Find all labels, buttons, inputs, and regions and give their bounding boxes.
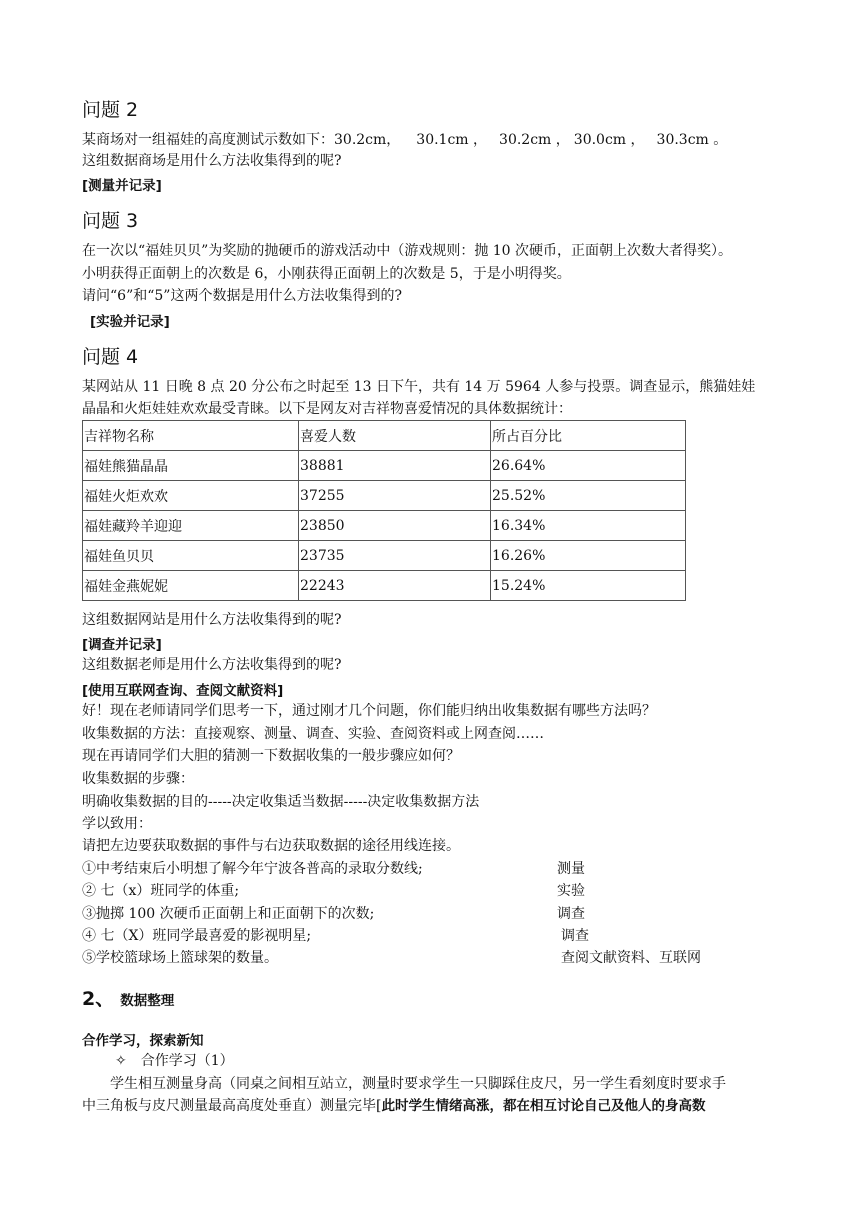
question-2-heading: 问题 2 — [82, 99, 139, 121]
section-2-paragraph-line-1: 学生相互测量身高（同桌之间相互站立，测量时要求学生一只脚踩住皮尺，另一学生看刻度时要求手 — [110, 1076, 726, 1092]
table-row — [83, 541, 686, 571]
table-header-row — [83, 421, 686, 451]
table-cell: 福娃火炬欢欢 — [83, 481, 299, 511]
summary-line-7: 请把左边要获取数据的事件与右边获取数据的途径用线连接。 — [82, 838, 460, 854]
q4-after-1: 这组数据网站是用什么方法收集得到的呢? — [82, 612, 342, 628]
question-4-heading: 问题 4 — [82, 346, 139, 368]
match-right-item: 查阅文献资料、互联网 — [561, 950, 701, 966]
q3-line-3: 请问“6”和“5”这两个数据是用什么方法收集得到的? — [82, 288, 402, 304]
table-cell: 15.24% — [491, 571, 686, 601]
q2-method: [测量并记录] — [82, 178, 162, 194]
table-cell: 福娃鱼贝贝 — [83, 541, 299, 571]
summary-line-5: 明确收集数据的目的-----决定收集适当数据-----决定收集数据方法 — [82, 794, 480, 810]
match-left-item: ①中考结束后小明想了解今年宁波各普高的录取分数线; — [82, 861, 423, 877]
q4-method-2: [使用互联网查询、查阅文献资料] — [82, 683, 284, 699]
summary-line-1: 好！现在老师请同学们思考一下，通过刚才几个问题，你们能归纳出收集数据有哪些方法吗？ — [82, 703, 656, 719]
bullet-item-label: 合作学习（1） — [140, 1053, 234, 1069]
section-2-paragraph-line-2 — [82, 1096, 705, 1116]
q3-line-1: 在一次以“福娃贝贝”为奖励的抛硬币的游戏活动中（游戏规则：抛 10 次硬币，正面朝上次数大者得奖）。 — [82, 243, 733, 259]
summary-line-2: 收集数据的方法：直接观察、测量、调查、实验、查阅资料或上网查阅…… — [82, 726, 544, 742]
q2-value-5: 30.3cm 。 — [656, 132, 728, 148]
q2-value-4: 30.0cm ， — [573, 132, 645, 148]
table-cell: 22243 — [299, 571, 491, 601]
table-cell: 23850 — [299, 511, 491, 541]
table-row — [83, 511, 686, 541]
q3-method: [实验并记录] — [90, 314, 170, 330]
match-left-item: ⑤学校篮球场上篮球架的数量。 — [82, 950, 278, 966]
table-header-cell: 所占百分比 — [491, 421, 686, 451]
q2-value-2: 30.1cm ， — [416, 132, 488, 148]
bullet-item — [115, 1051, 234, 1071]
table-cell: 37255 — [299, 481, 491, 511]
q2-value-3: 30.2cm ， — [499, 132, 570, 148]
q3-line-2: 小明获得正面朝上的次数是 6，小刚获得正面朝上的次数是 5，于是小明得奖。 — [82, 266, 571, 282]
q4-method-1: [调查并记录] — [82, 637, 162, 653]
match-right-item: 调查 — [557, 906, 585, 922]
table-cell: 16.34% — [491, 511, 686, 541]
question-3-heading: 问题 3 — [82, 210, 139, 232]
table-cell: 26.64% — [491, 451, 686, 481]
summary-line-4: 收集数据的步骤： — [82, 771, 194, 787]
bullet-icon: ✧ — [115, 1053, 127, 1069]
table-header-cell: 喜爱人数 — [299, 421, 491, 451]
mascot-votes-table — [82, 420, 686, 601]
table-cell: 25.52% — [491, 481, 686, 511]
match-right-item: 调查 — [561, 928, 589, 944]
table-cell: 福娃藏羚羊迎迎 — [83, 511, 299, 541]
q2-value-1: 30.2cm， — [334, 132, 401, 148]
table-header-cell: 吉祥物名称 — [83, 421, 299, 451]
section-2-number: 2、 — [82, 988, 115, 1010]
table-cell: 16.26% — [491, 541, 686, 571]
summary-line-3: 现在再请同学们大胆的猜测一下数据收集的一般步骤应如何？ — [82, 748, 460, 764]
table-cell: 福娃熊猫晶晶 — [83, 451, 299, 481]
section-2-subtitle: 合作学习，探索新知 — [82, 1033, 204, 1049]
match-right-item: 实验 — [557, 883, 585, 899]
section-2-title: 数据整理 — [120, 993, 175, 1009]
section-2-heading — [82, 984, 174, 1011]
table-row — [83, 571, 686, 601]
table-row — [83, 451, 686, 481]
q4-line-2: 晶晶和火炬娃娃欢欢最受青睐。以下是网友对吉祥物喜爱情况的具体数据统计： — [82, 401, 572, 417]
paragraph-bold-text: 此时学生情绪高涨，都在相互讨论自己及他人的身高数 — [381, 1098, 706, 1114]
table-cell: 福娃金燕妮妮 — [83, 571, 299, 601]
paragraph-normal-text: 中三角板与皮尺测量最高高度处垂直）测量完毕[ — [82, 1098, 382, 1114]
match-right-item: 测量 — [557, 861, 585, 877]
summary-line-6: 学以致用： — [82, 816, 152, 832]
table-cell: 23735 — [299, 541, 491, 571]
match-left-item: ② 七（x）班同学的体重; — [82, 883, 240, 899]
match-left-item: ④ 七（X）班同学最喜爱的影视明星; — [82, 928, 312, 944]
q4-line-1: 某网站从 11 日晚 8 点 20 分公布之时起至 13 日下午，共有 14 万 5964 人参与投票。调查显示，熊猫娃娃 — [82, 379, 756, 395]
q4-after-2: 这组数据老师是用什么方法收集得到的呢? — [82, 657, 342, 673]
table-cell: 38881 — [299, 451, 491, 481]
q2-line-1 — [82, 130, 727, 150]
table-row — [83, 481, 686, 511]
q2-line-1-prefix: 某商场对一组福娃的高度测试示数如下： — [82, 132, 334, 148]
match-left-item: ③抛掷 100 次硬币正面朝上和正面朝下的次数; — [82, 906, 375, 922]
q2-line-2: 这组数据商场是用什么方法收集得到的呢? — [82, 153, 342, 169]
